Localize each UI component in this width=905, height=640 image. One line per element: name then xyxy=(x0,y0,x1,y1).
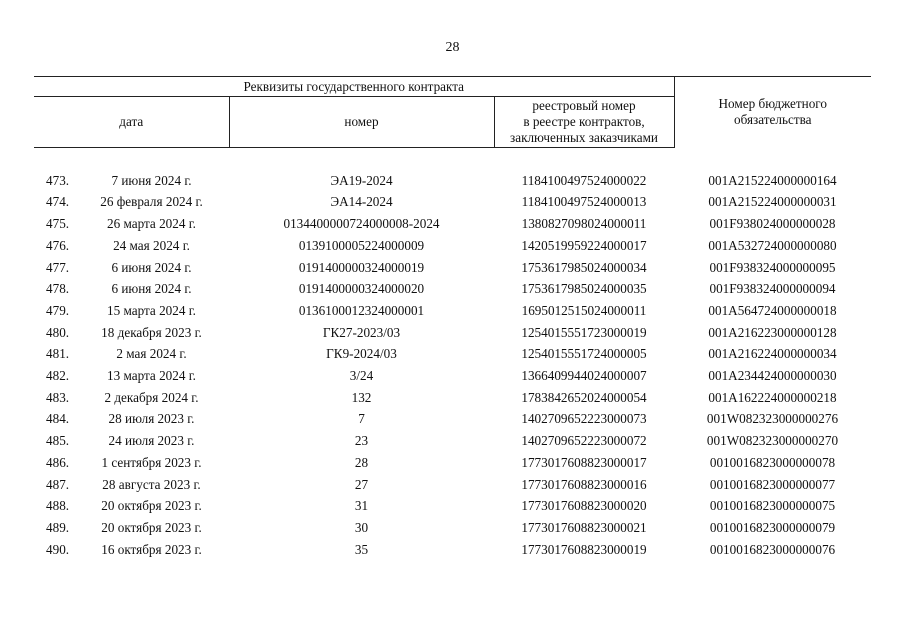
obligation-number: 001F938324000000095 xyxy=(709,259,836,275)
row-index: 480. xyxy=(46,324,70,340)
table-row xyxy=(34,191,871,213)
row-index: 482. xyxy=(46,368,70,384)
contract-number: 35 xyxy=(354,541,369,557)
contract-number: ЭА19-2024 xyxy=(330,172,393,188)
contract-number: 7 xyxy=(358,411,365,427)
obligation-number: 001А162224000000218 xyxy=(708,389,837,405)
registry-header-line1: реестровый номер xyxy=(532,98,636,113)
contract-date: 28 августа 2023 г. xyxy=(102,476,201,492)
registry-number: 1753617985024000034 xyxy=(521,259,647,275)
contract-date: 2 мая 2024 г. xyxy=(116,346,187,362)
table-row xyxy=(34,213,871,235)
table-row xyxy=(34,300,871,322)
contract-date: 6 июня 2024 г. xyxy=(111,281,192,297)
contract-date: 26 марта 2024 г. xyxy=(107,216,196,232)
registry-number: 1773017608823000021 xyxy=(521,519,647,535)
table-header xyxy=(34,77,871,148)
table-row xyxy=(34,343,871,365)
obligation-number: 001А564724000000018 xyxy=(708,302,837,318)
row-index: 487. xyxy=(46,476,70,492)
row-index: 473. xyxy=(46,172,70,188)
obligation-number: 001F938024000000028 xyxy=(709,216,836,232)
contract-date: 16 октября 2023 г. xyxy=(101,541,202,557)
table-row xyxy=(34,170,871,192)
registry-number: 1184100497524000013 xyxy=(521,194,647,210)
registry-number: 1773017608823000019 xyxy=(521,541,647,557)
registry-number: 1753617985024000035 xyxy=(521,281,647,297)
contract-number: 23 xyxy=(354,433,369,449)
contract-date: 20 октября 2023 г. xyxy=(101,519,202,535)
table-body xyxy=(34,148,871,561)
contract-date: 1 сентября 2023 г. xyxy=(101,454,202,470)
contract-number: 27 xyxy=(354,476,369,492)
registry-number: 1380827098024000011 xyxy=(521,216,647,232)
table-row xyxy=(34,257,871,279)
registry-number: 1783842652024000054 xyxy=(521,389,647,405)
contract-number: 3/24 xyxy=(349,368,374,384)
table-row xyxy=(34,278,871,300)
page-number: 28 xyxy=(445,40,460,55)
table-row xyxy=(34,495,871,517)
contract-date: 2 декабря 2024 г. xyxy=(104,389,199,405)
contracts-table xyxy=(34,76,871,560)
obligation-number: 0010016823000000075 xyxy=(709,498,836,514)
obligation-header-line1: Номер бюджетного xyxy=(718,96,827,112)
contract-number: 30 xyxy=(354,519,369,535)
contract-date: 15 марта 2024 г. xyxy=(107,302,196,318)
row-index: 478. xyxy=(46,281,70,297)
registry-number-column-header xyxy=(494,97,674,148)
contract-number: 28 xyxy=(354,454,369,470)
contract-number: 31 xyxy=(354,498,369,514)
contract-date: 24 июля 2023 г. xyxy=(108,433,195,449)
obligation-number: 001F938324000000094 xyxy=(709,281,836,297)
obligation-number: 001А216224000000034 xyxy=(708,346,837,362)
table-row xyxy=(34,235,871,257)
contract-details-header: Реквизиты государственного контракта xyxy=(34,77,674,97)
obligation-number: 001А532724000000080 xyxy=(708,237,837,253)
contract-number: ГК9-2024/03 xyxy=(326,346,397,362)
obligation-number: 001W082323000000270 xyxy=(706,433,839,449)
obligation-number: 0010016823000000078 xyxy=(709,454,836,470)
row-index: 477. xyxy=(46,259,70,275)
table-row xyxy=(34,474,871,496)
table-row xyxy=(34,539,871,561)
contract-date: 18 декабря 2023 г. xyxy=(101,324,202,340)
registry-number: 1184100497524000022 xyxy=(521,172,647,188)
registry-number: 1773017608823000017 xyxy=(521,454,647,470)
registry-number: 1773017608823000020 xyxy=(521,498,647,514)
obligation-number: 001А215224000000164 xyxy=(708,172,837,188)
contract-date: 6 июня 2024 г. xyxy=(111,259,192,275)
table-row xyxy=(34,322,871,344)
obligation-number: 0010016823000000079 xyxy=(709,519,836,535)
table-row xyxy=(34,365,871,387)
contract-number: 132 xyxy=(351,389,372,405)
row-index: 476. xyxy=(46,237,70,253)
row-index: 481. xyxy=(46,346,70,362)
contract-date: 26 февраля 2024 г. xyxy=(100,194,203,210)
contract-date: 13 марта 2024 г. xyxy=(107,368,196,384)
table-row xyxy=(34,517,871,539)
contract-date: 28 июля 2023 г. xyxy=(108,411,195,427)
row-index: 485. xyxy=(46,433,70,449)
registry-number: 1773017608823000016 xyxy=(521,476,647,492)
row-index: 489. xyxy=(46,519,70,535)
table-row xyxy=(34,430,871,452)
contract-number: 0134400000724000008-2024 xyxy=(283,216,440,232)
obligation-number: 0010016823000000076 xyxy=(709,541,836,557)
row-index: 484. xyxy=(46,411,70,427)
registry-number: 1254015551724000005 xyxy=(521,346,647,362)
row-index: 479. xyxy=(46,302,70,318)
row-index: 488. xyxy=(46,498,70,514)
registry-number: 1402709652223000073 xyxy=(521,411,647,427)
header-spacer xyxy=(34,148,871,170)
date-column-header: дата xyxy=(34,97,229,148)
row-index: 486. xyxy=(46,454,70,470)
contract-number: 0136100012324000001 xyxy=(298,302,425,318)
registry-number: 1420519959224000017 xyxy=(521,237,647,253)
contract-number: ГК27-2023/03 xyxy=(322,324,401,340)
contract-date: 20 октября 2023 г. xyxy=(101,498,202,514)
row-index: 475. xyxy=(46,216,70,232)
registry-number: 1254015551723000019 xyxy=(521,324,647,340)
obligation-number-header xyxy=(674,77,871,148)
contract-date: 24 мая 2024 г. xyxy=(113,237,190,253)
contract-number: ЭА14-2024 xyxy=(330,194,393,210)
registry-header-line2: в реестре контрактов, xyxy=(523,114,645,129)
contract-number: 0191400000324000020 xyxy=(298,281,425,297)
row-index: 483. xyxy=(46,389,70,405)
obligation-number: 001W082323000000276 xyxy=(706,411,839,427)
table-row xyxy=(34,387,871,409)
obligation-number: 001А234424000000030 xyxy=(708,368,837,384)
obligation-number: 001А216223000000128 xyxy=(708,324,837,340)
contract-date: 7 июня 2024 г. xyxy=(111,172,192,188)
obligation-header-line2: обязательства xyxy=(734,112,812,128)
contract-number: 0191400000324000019 xyxy=(298,259,425,275)
obligation-number: 001А215224000000031 xyxy=(708,194,837,210)
table-row xyxy=(34,408,871,430)
row-index: 490. xyxy=(46,541,70,557)
contract-number: 0139100005224000009 xyxy=(298,237,425,253)
row-index: 474. xyxy=(46,194,70,210)
registry-header-line3: заключенных заказчиками xyxy=(510,130,658,145)
registry-number: 1402709652223000072 xyxy=(521,433,647,449)
number-column-header: номер xyxy=(229,97,494,148)
registry-number: 1695012515024000011 xyxy=(521,302,647,318)
table-row xyxy=(34,452,871,474)
registry-number: 1366409944024000007 xyxy=(521,368,647,384)
obligation-number: 0010016823000000077 xyxy=(709,476,836,492)
